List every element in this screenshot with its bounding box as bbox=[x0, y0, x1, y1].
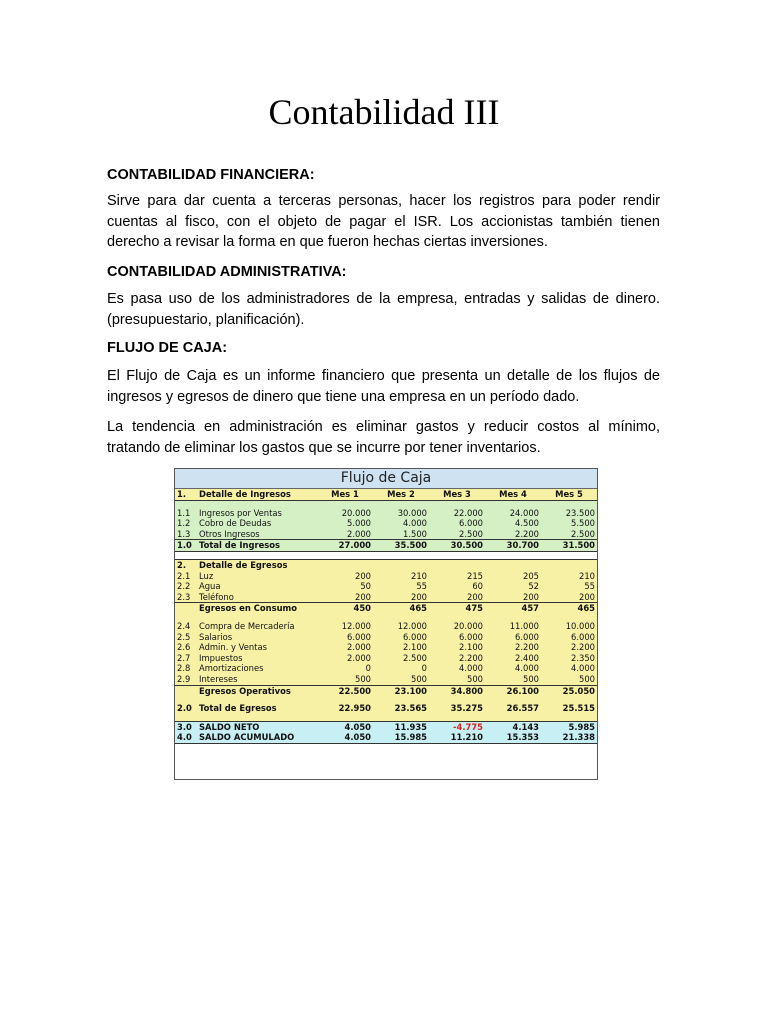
row-value: 20.000 bbox=[341, 507, 371, 518]
ingreso-row bbox=[175, 508, 597, 519]
row-value: 5.985 bbox=[541, 721, 597, 732]
row-value: 2.200 bbox=[515, 528, 539, 539]
row-value: 2.000 bbox=[347, 528, 371, 539]
row-value: 22.500 bbox=[317, 685, 373, 696]
row-number: 2.9 bbox=[177, 673, 191, 684]
row-value bbox=[485, 559, 541, 570]
row-value: 23.500 bbox=[565, 507, 595, 518]
heading-contabilidad-administrativa: CONTABILIDAD ADMINISTRATIVA: bbox=[107, 264, 347, 280]
row-value: 35.275 bbox=[450, 703, 483, 714]
row-label: Compra de Mercadería bbox=[199, 620, 295, 631]
row-value: 500 bbox=[579, 673, 595, 684]
row-value: 4.000 bbox=[571, 663, 595, 674]
egresos-operativos-total-row bbox=[175, 685, 597, 696]
row-label: Intereses bbox=[199, 673, 238, 684]
paragraph-flujo-de-caja-2: La tendencia en administración es eliminar gastos y reducir costos al mínimo, tratando de eliminar los gastos que se incurre por tener inventarios. bbox=[107, 419, 660, 456]
row-value: 2.200 bbox=[459, 652, 483, 663]
row-value: 24.000 bbox=[509, 507, 539, 518]
row-number: 2.8 bbox=[177, 663, 191, 674]
row-value: 25.050 bbox=[541, 685, 597, 696]
row-value: 475 bbox=[429, 603, 485, 614]
row-value: -4.775 bbox=[429, 721, 485, 732]
row-label: Detalle de Ingresos bbox=[197, 489, 317, 500]
row-value: 200 bbox=[355, 591, 371, 602]
egreso-operativo-row bbox=[175, 674, 597, 685]
row-value: 2.350 bbox=[571, 652, 595, 663]
row-number bbox=[175, 603, 197, 614]
row-number: 2.1 bbox=[177, 570, 191, 581]
row-label: Detalle de Egresos bbox=[197, 559, 317, 570]
row-value: 15.985 bbox=[373, 732, 429, 743]
egreso-operativo-row bbox=[175, 621, 597, 632]
row-value: 2.500 bbox=[571, 528, 595, 539]
row-value: 210 bbox=[411, 570, 427, 581]
row-number: 1.2 bbox=[177, 518, 191, 529]
row-value: 210 bbox=[579, 570, 595, 581]
row-value bbox=[317, 559, 373, 570]
total-ingresos-row bbox=[175, 540, 597, 552]
row-value: Mes 5 bbox=[541, 489, 597, 500]
row-value: 500 bbox=[523, 673, 539, 684]
row-value: 2.200 bbox=[571, 642, 595, 653]
row-value: 6.000 bbox=[347, 631, 371, 642]
row-label: Otros Ingresos bbox=[199, 528, 260, 539]
row-value: 4.000 bbox=[515, 663, 539, 674]
heading-contabilidad-financiera: CONTABILIDAD FINANCIERA: bbox=[107, 167, 315, 183]
row-value: 11.935 bbox=[373, 721, 429, 732]
row-value: 457 bbox=[485, 603, 541, 614]
row-number: 1. bbox=[175, 489, 197, 500]
ingreso-row bbox=[175, 529, 597, 540]
row-value: 0 bbox=[365, 663, 371, 674]
egreso-operativo-row bbox=[175, 653, 597, 664]
row-number: 3.0 bbox=[175, 721, 197, 732]
row-value: 205 bbox=[523, 570, 539, 581]
row-value: 6.000 bbox=[403, 631, 427, 642]
row-value: 30.500 bbox=[429, 540, 485, 552]
cash-flow-table bbox=[175, 489, 597, 744]
row-value: 4.000 bbox=[403, 518, 427, 529]
total-egresos-row bbox=[175, 703, 597, 714]
row-value: 200 bbox=[579, 591, 595, 602]
document-title: Contabilidad III bbox=[268, 92, 500, 132]
row-label: Admin. y Ventas bbox=[199, 642, 267, 653]
spacer-row bbox=[175, 551, 597, 559]
row-value: 11.000 bbox=[509, 620, 539, 631]
egresos-header-row bbox=[175, 559, 597, 570]
row-value: 6.000 bbox=[515, 631, 539, 642]
row-value: 20.000 bbox=[453, 620, 483, 631]
row-value: 500 bbox=[355, 673, 371, 684]
row-value: 26.557 bbox=[506, 703, 539, 714]
row-value bbox=[541, 559, 597, 570]
row-value: 55 bbox=[416, 581, 427, 592]
spacer-row bbox=[175, 614, 597, 621]
row-value: 12.000 bbox=[397, 620, 427, 631]
row-label: Total de Egresos bbox=[199, 703, 277, 714]
row-value: 4.050 bbox=[317, 721, 373, 732]
row-value: 22.950 bbox=[338, 703, 371, 714]
row-label: Total de Ingresos bbox=[197, 540, 317, 552]
cash-flow-table-image bbox=[174, 468, 598, 780]
row-number: 1.1 bbox=[177, 507, 191, 518]
row-value: 2.200 bbox=[515, 642, 539, 653]
row-value: 34.800 bbox=[429, 685, 485, 696]
row-number: 4.0 bbox=[175, 732, 197, 743]
row-value: 500 bbox=[467, 673, 483, 684]
row-value: 0 bbox=[421, 663, 427, 674]
row-value: 200 bbox=[355, 570, 371, 581]
row-value: Mes 3 bbox=[429, 489, 485, 500]
heading-flujo-de-caja: FLUJO DE CAJA: bbox=[107, 340, 228, 356]
row-value: 2.000 bbox=[347, 642, 371, 653]
row-number: 2. bbox=[175, 559, 197, 570]
row-value: 2.000 bbox=[347, 652, 371, 663]
row-value: 200 bbox=[523, 591, 539, 602]
row-value: 2.400 bbox=[515, 652, 539, 663]
row-value: 6.000 bbox=[571, 631, 595, 642]
row-label: Ingresos por Ventas bbox=[199, 507, 282, 518]
ingreso-row bbox=[175, 518, 597, 529]
row-label: Luz bbox=[199, 570, 214, 581]
egreso-consumo-row bbox=[175, 571, 597, 582]
row-value: 2.100 bbox=[403, 642, 427, 653]
row-value: 1.500 bbox=[403, 528, 427, 539]
row-number: 2.2 bbox=[177, 581, 191, 592]
row-value: 15.353 bbox=[485, 732, 541, 743]
row-label: Cobro de Deudas bbox=[199, 518, 272, 529]
egreso-operativo-row bbox=[175, 632, 597, 643]
row-value: 50 bbox=[360, 581, 371, 592]
saldo-neto-row bbox=[175, 721, 597, 732]
row-value: Mes 1 bbox=[317, 489, 373, 500]
paragraph-contabilidad-financiera: Sirve para dar cuenta a terceras personas, hacer los registros para poder rendir cuentas al fisco, con el objeto de pagar el ISR. Los accionistas también tienen derecho a revisar la forma en que fueron hechas ciertas inversiones. bbox=[107, 193, 660, 250]
row-value: 6.000 bbox=[459, 631, 483, 642]
spacer-row bbox=[175, 714, 597, 722]
row-value: 500 bbox=[411, 673, 427, 684]
row-value: 26.100 bbox=[485, 685, 541, 696]
row-value: 5.000 bbox=[347, 518, 371, 529]
saldo-acumulado-row bbox=[175, 732, 597, 743]
row-value: 12.000 bbox=[341, 620, 371, 631]
row-value: 11.210 bbox=[429, 732, 485, 743]
row-number: 2.0 bbox=[177, 703, 192, 714]
row-value: 10.000 bbox=[565, 620, 595, 631]
row-value: 21.338 bbox=[541, 732, 597, 743]
row-value: 23.565 bbox=[394, 703, 427, 714]
row-number: 1.0 bbox=[175, 540, 197, 552]
row-value: 465 bbox=[373, 603, 429, 614]
header-row bbox=[175, 489, 597, 500]
row-label: Agua bbox=[199, 581, 221, 592]
row-value: 200 bbox=[467, 591, 483, 602]
paragraph-contabilidad-administrativa: Es pasa uso de los administradores de la empresa, entradas y salidas de dinero. (presupuestario, planificación). bbox=[107, 291, 660, 328]
row-label: Egresos Operativos bbox=[197, 685, 317, 696]
row-label: SALDO ACUMULADO bbox=[197, 732, 317, 743]
row-label: Teléfono bbox=[199, 591, 234, 602]
row-value bbox=[373, 559, 429, 570]
spacer-row bbox=[175, 696, 597, 703]
row-value: 23.100 bbox=[373, 685, 429, 696]
row-value: 31.500 bbox=[541, 540, 597, 552]
egresos-consumo-total-row bbox=[175, 603, 597, 614]
row-value: 25.515 bbox=[562, 703, 595, 714]
row-value: 4.000 bbox=[459, 663, 483, 674]
egreso-operativo-row bbox=[175, 642, 597, 653]
row-value: 4.143 bbox=[485, 721, 541, 732]
row-value: 30.000 bbox=[397, 507, 427, 518]
row-number: 2.5 bbox=[177, 631, 191, 642]
egreso-operativo-row bbox=[175, 663, 597, 674]
row-number: 2.6 bbox=[177, 642, 191, 653]
spacer-row bbox=[175, 500, 597, 508]
egreso-consumo-row bbox=[175, 581, 597, 592]
row-label: Salarios bbox=[199, 631, 233, 642]
row-value: 22.000 bbox=[453, 507, 483, 518]
row-label: Egresos en Consumo bbox=[197, 603, 317, 614]
row-value: Mes 2 bbox=[373, 489, 429, 500]
paragraph-flujo-de-caja-1: El Flujo de Caja es un informe financiero que presenta un detalle de los flujos de ingresos y egresos de dinero que tiene una empresa en un período dado. bbox=[107, 368, 660, 405]
row-value: 2.500 bbox=[403, 652, 427, 663]
table-title: Flujo de Caja bbox=[175, 469, 597, 489]
row-value: 55 bbox=[584, 581, 595, 592]
row-value: 5.500 bbox=[571, 518, 595, 529]
row-label: SALDO NETO bbox=[197, 721, 317, 732]
row-number: 2.7 bbox=[177, 652, 191, 663]
row-value: 200 bbox=[411, 591, 427, 602]
row-number bbox=[175, 685, 197, 696]
row-value bbox=[429, 559, 485, 570]
row-label: Amortizaciones bbox=[199, 663, 264, 674]
row-number: 1.3 bbox=[177, 528, 191, 539]
row-number: 2.3 bbox=[177, 591, 191, 602]
row-value: 4.050 bbox=[317, 732, 373, 743]
row-value: 35.500 bbox=[373, 540, 429, 552]
row-value: 450 bbox=[317, 603, 373, 614]
row-value: 6.000 bbox=[459, 518, 483, 529]
row-value: 52 bbox=[528, 581, 539, 592]
row-value: 215 bbox=[467, 570, 483, 581]
row-value: 30.700 bbox=[485, 540, 541, 552]
egreso-consumo-row bbox=[175, 592, 597, 603]
row-value: 465 bbox=[541, 603, 597, 614]
row-label: Impuestos bbox=[199, 652, 243, 663]
row-value: Mes 4 bbox=[485, 489, 541, 500]
row-number: 2.4 bbox=[177, 620, 191, 631]
row-value: 2.100 bbox=[459, 642, 483, 653]
row-value: 2.500 bbox=[459, 528, 483, 539]
row-value: 27.000 bbox=[317, 540, 373, 552]
row-value: 4.500 bbox=[515, 518, 539, 529]
row-value: 60 bbox=[472, 581, 483, 592]
